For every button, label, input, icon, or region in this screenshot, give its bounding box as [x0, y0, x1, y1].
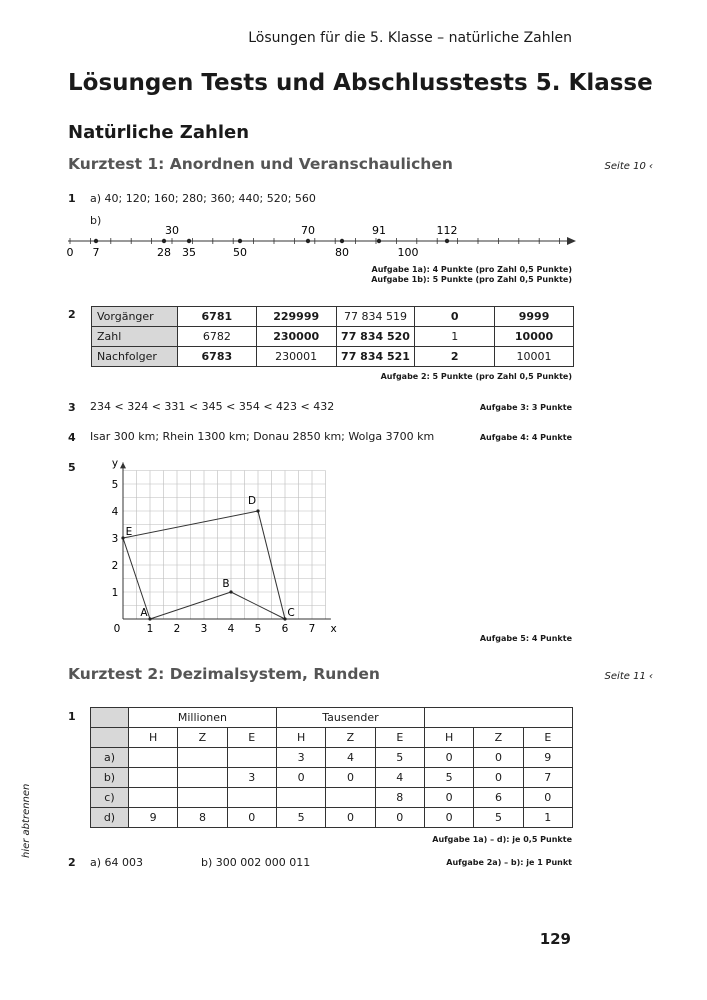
table-cell: 0: [474, 768, 523, 788]
nl-label: 0: [66, 246, 74, 259]
y-tick-label: 1: [111, 587, 119, 599]
task3-answer: 234 < 324 < 331 < 345 < 354 < 423 < 432: [90, 400, 335, 413]
point-label: B: [222, 578, 230, 590]
task3-points: Aufgabe 3: 3 Punkte: [479, 403, 572, 412]
nl-label: 91: [372, 224, 386, 237]
task1a-points: Aufgabe 1a): 4 Punkte (pro Zahl 0,5 Punkte): [371, 265, 572, 274]
table-cell: 5: [375, 748, 424, 768]
table-cell: 77 834 520: [336, 327, 415, 347]
task1b-points: Aufgabe 1b): 5 Punkte (pro Zahl 0,5 Punkte): [371, 275, 572, 284]
arrow-right-icon: [567, 237, 576, 245]
kt2-task2b-answer: b) 300 002 000 011: [201, 856, 311, 869]
row-label: d): [91, 808, 129, 828]
kurztest1-page-ref: [605, 161, 653, 172]
number-point: [94, 239, 98, 243]
number-point: [238, 239, 242, 243]
table-cell: 4: [326, 748, 375, 768]
table-row: [91, 748, 573, 768]
number-line: [60, 220, 590, 270]
table-cell: 9999: [495, 307, 574, 327]
number-point: [340, 239, 344, 243]
column-header: H: [276, 728, 325, 748]
kurztest2-heading: Kurztest 2: Dezimalsystem, Runden: [68, 665, 380, 683]
point-a: [148, 617, 151, 620]
table-row: [92, 307, 574, 327]
table-cell: 1: [415, 327, 495, 347]
x-tick-label: 2: [173, 623, 181, 635]
table-cell: 6783: [177, 347, 256, 367]
task5-number: 5: [68, 461, 76, 474]
arrow-up-icon: [120, 462, 126, 468]
row-label: Zahl: [92, 327, 178, 347]
group-header-row: [91, 708, 573, 728]
column-header: Z: [474, 728, 523, 748]
side-note: hier abtrennen: [21, 783, 32, 858]
nl-label: 50: [233, 246, 247, 259]
y-tick-label: 3: [111, 533, 119, 545]
table-cell: [178, 748, 227, 768]
table-cell: 0: [424, 808, 473, 828]
table-cell: 0: [415, 307, 495, 327]
row-label: Vorgänger: [92, 307, 178, 327]
page-title: Lösungen Tests und Abschlusstests 5. Klasse: [68, 70, 653, 96]
table-cell: 0: [276, 768, 325, 788]
row-label: Nachfolger: [92, 347, 178, 367]
table-cell: [128, 768, 177, 788]
table-cell: 229999: [256, 307, 336, 327]
group-header: [424, 708, 572, 728]
table-cell: 5: [474, 808, 523, 828]
table-cell: 0: [227, 808, 276, 828]
table-cell: 0: [326, 808, 375, 828]
table-cell: [178, 768, 227, 788]
point-d: [256, 509, 259, 512]
table-cell: [326, 788, 375, 808]
section-heading: Natürliche Zahlen: [68, 122, 250, 143]
corner-cell: [91, 708, 129, 728]
x-tick-label: 7: [308, 623, 316, 635]
kurztest2-page-ref: [605, 671, 653, 682]
table-cell: 7: [523, 768, 572, 788]
task1a-answer: a) 40; 120; 160; 280; 360; 440; 520; 560: [90, 192, 316, 205]
x-axis-label: x: [330, 623, 337, 635]
number-point: [162, 239, 166, 243]
number-point: [377, 239, 381, 243]
table-cell: 0: [424, 748, 473, 768]
predecessor-table: [91, 306, 574, 367]
table-cell: 77 834 519: [336, 307, 415, 327]
column-header: E: [523, 728, 572, 748]
table-row: [91, 808, 573, 828]
table-cell: 8: [178, 808, 227, 828]
nl-label: 28: [157, 246, 171, 259]
origin-label: 0: [113, 623, 121, 635]
nl-label: 80: [335, 246, 349, 259]
table-cell: 0: [326, 768, 375, 788]
row-label: b): [91, 768, 129, 788]
nl-label: 100: [397, 246, 419, 259]
y-tick-label: 4: [111, 506, 119, 518]
table-cell: [128, 788, 177, 808]
table-cell: 10001: [495, 347, 574, 367]
y-tick-label: 2: [111, 560, 119, 572]
nl-label: 7: [92, 246, 100, 259]
table-cell: 6782: [177, 327, 256, 347]
table-cell: 6: [474, 788, 523, 808]
x-tick-label: 6: [281, 623, 289, 635]
table-cell: [276, 788, 325, 808]
column-header: Z: [326, 728, 375, 748]
column-header: Z: [178, 728, 227, 748]
number-point: [306, 239, 310, 243]
row-label: a): [91, 748, 129, 768]
column-header: H: [128, 728, 177, 748]
task1-number: 1: [68, 192, 76, 205]
column-header: H: [424, 728, 473, 748]
table-cell: 8: [375, 788, 424, 808]
row-label: c): [91, 788, 129, 808]
task4-points: Aufgabe 4: 4 Punkte: [479, 433, 572, 442]
running-header: Lösungen für die 5. Klasse – natürliche Zahlen: [248, 30, 572, 46]
table-row: [91, 768, 573, 788]
point-e: [121, 536, 124, 539]
number-point: [187, 239, 191, 243]
point-label: C: [287, 607, 295, 619]
task4-number: 4: [68, 431, 76, 444]
table-cell: 10000: [495, 327, 574, 347]
arrow-left-icon: ‹: [649, 161, 653, 172]
column-header-row: [91, 728, 573, 748]
table-cell: 3: [227, 768, 276, 788]
kurztest1-heading: Kurztest 1: Anordnen und Veranschaulichen: [68, 155, 453, 173]
place-value-table: [90, 707, 573, 828]
table-cell: 9: [128, 808, 177, 828]
table-cell: 2: [415, 347, 495, 367]
task2-number: 2: [68, 308, 76, 321]
point-b: [229, 590, 232, 593]
task5-points: Aufgabe 5: 4 Punkte: [479, 634, 572, 643]
table-cell: 6781: [177, 307, 256, 327]
table-row: [91, 788, 573, 808]
table-cell: 0: [523, 788, 572, 808]
table-row: [92, 347, 574, 367]
table-cell: [227, 788, 276, 808]
x-tick-label: 4: [227, 623, 235, 635]
table-row: [92, 327, 574, 347]
number-point: [445, 239, 449, 243]
x-tick-label: 5: [254, 623, 262, 635]
nl-label: 35: [182, 246, 196, 259]
nl-label: 30: [165, 224, 179, 237]
group-header: Millionen: [128, 708, 276, 728]
kt2-task1-points: Aufgabe 1a) – d): je 0,5 Punkte: [432, 835, 572, 844]
table-cell: 1: [523, 808, 572, 828]
kt2-task2-number: 2: [68, 856, 76, 869]
task3-number: 3: [68, 401, 76, 414]
column-header: E: [227, 728, 276, 748]
kt2-task1-number: 1: [68, 710, 76, 723]
table-cell: 4: [375, 768, 424, 788]
coordinate-system: [100, 455, 350, 640]
table-cell: 5: [424, 768, 473, 788]
column-header: E: [375, 728, 424, 748]
x-tick-label: 3: [200, 623, 208, 635]
arrow-left-icon: ‹: [649, 671, 653, 682]
table-cell: 0: [375, 808, 424, 828]
group-header: Tausender: [276, 708, 424, 728]
task2-points: Aufgabe 2: 5 Punkte (pro Zahl 0,5 Punkte): [380, 372, 572, 381]
table-cell: 230000: [256, 327, 336, 347]
x-tick-label: 1: [146, 623, 154, 635]
nl-label: 70: [301, 224, 315, 237]
table-cell: 77 834 521: [336, 347, 415, 367]
table-cell: 3: [276, 748, 325, 768]
point-label: D: [247, 495, 257, 507]
task1b-label: b): [90, 214, 102, 227]
corner-cell: [91, 728, 129, 748]
y-axis-label: y: [111, 457, 119, 470]
table-cell: [227, 748, 276, 768]
table-cell: 9: [523, 748, 572, 768]
table-cell: 230001: [256, 347, 336, 367]
kt2-task2a-answer: a) 64 003: [90, 856, 144, 869]
point-c: [283, 617, 286, 620]
kurztest1-page-ref-text: Seite 10: [604, 161, 646, 172]
kt2-task2-points: Aufgabe 2a) – b): je 1 Punkt: [446, 858, 572, 867]
y-tick-label: 5: [111, 479, 119, 491]
table-cell: [128, 748, 177, 768]
table-cell: 0: [424, 788, 473, 808]
point-label: A: [140, 607, 148, 619]
kurztest2-page-ref-text: Seite 11: [604, 671, 646, 682]
table-cell: 0: [474, 748, 523, 768]
nl-label: 112: [436, 224, 458, 237]
table-cell: 5: [276, 808, 325, 828]
table-cell: [178, 788, 227, 808]
task4-answer: Isar 300 km; Rhein 1300 km; Donau 2850 km; Wolga 3700 km: [90, 430, 435, 443]
point-label: E: [125, 526, 133, 538]
page-number: 129: [539, 930, 571, 948]
